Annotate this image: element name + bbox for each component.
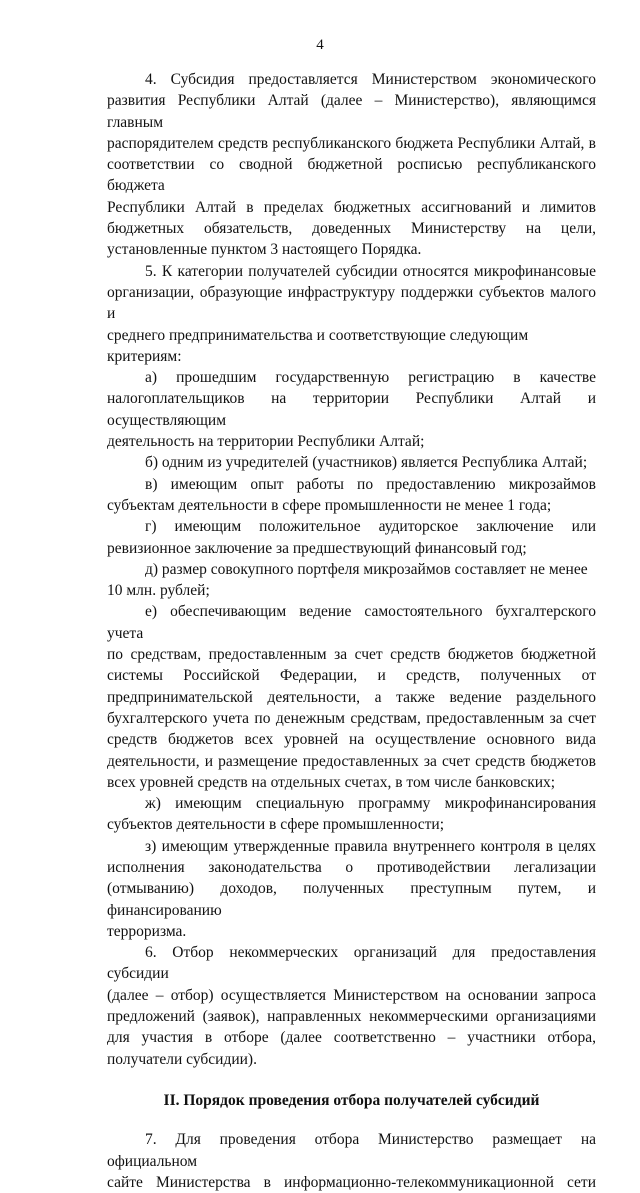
text-line: 6. Отбор некоммерческих организаций для предоставления субсидии [107,944,596,983]
text-line: всех уровней средств на отдельных счетах, в том числе банковских; [107,773,556,791]
text-line: исполнения законодательства о противодействии легализации [107,858,596,876]
text-line: среднего предпринимательства и соответствующие следующим критериям: [107,326,529,365]
text-line: з) имеющим утвержденные правила внутреннего контроля в целях [145,837,596,855]
section-heading: II. Порядок проведения отбора получателей субсидий [163,1091,540,1109]
paragraph-6 [107,942,596,1070]
criterion-g [107,516,596,559]
text-line: предложений (заявок), направленных некоммерческими организациями [107,1008,596,1026]
paragraph-5 [107,261,596,367]
text-line: распорядителем средств республиканского бюджета Республики Алтай, в [107,134,596,152]
text-line: Республики Алтай в пределах бюджетных ассигнований и лимитов [107,198,596,216]
text-line: ревизионное заключение за предшествующий финансовый год; [107,539,527,557]
text-line: г) имеющим положительное аудиторское заключение или [145,518,596,536]
text-line: терроризма. [107,922,187,940]
page-number: 4 [316,37,324,53]
text-line: для участия в отборе (далее соответственно – участники отбора, [107,1029,596,1047]
text-line: 4. Субсидия предоставляется Министерством экономического [145,71,596,88]
text-line: (далее – отбор) осуществляется Министерством на основании запроса [107,986,596,1004]
text-line: по средствам, предоставленным за счет средств бюджетов бюджетной [107,646,596,664]
text-line: установленные пунктом 3 настоящего Порядка. [107,241,422,259]
text-line: д) размер совокупного портфеля микрозаймов составляет не менее [145,560,588,578]
criterion-zh [107,793,596,836]
text-line: бюджетных обязательств, доведенных Министерству на цели, [107,220,596,238]
text-line: средств бюджетов всех уровней на осуществление основного вида [107,731,596,749]
text-line: (отмыванию) доходов, полученных преступным путем, и финансированию [107,880,596,919]
paragraph-4 [107,69,596,261]
criterion-a [107,367,596,452]
text-line: бухгалтерского учета по денежным средствам, предоставленным за счет [107,709,596,727]
text-line: а) прошедшим государственную регистрацию в качестве [145,369,596,387]
criterion-d [107,559,596,602]
criterion-z [107,836,596,942]
text-line: субъектам деятельности в сфере промышленности не менее 1 года; [107,496,552,514]
criterion-v [107,474,596,517]
text-line: развития Республики Алтай (далее – Министерство), являющимся главным [107,92,596,131]
text-line: субъектов деятельности в сфере промышленности; [107,816,445,834]
text-line: ж) имеющим специальную программу микрофинансирования [145,795,596,813]
text-line: предпринимательской деятельности, а также ведение раздельного [107,688,596,706]
text-line: получатели субсидии). [107,1050,257,1068]
text-line: деятельности, и размещение предоставленных за счет средств бюджетов [107,752,596,770]
text-line: е) обеспечивающим ведение самостоятельного бухгалтерского учета [107,603,596,642]
text-line: налогоплательщиков на территории Республики Алтай и осуществляющим [107,390,596,429]
text-line: организации, образующие инфраструктуру поддержки субъектов малого и [107,283,596,323]
paragraph-7 [107,1129,596,1193]
text-line: 10 млн. рублей; [107,582,210,600]
text-line: деятельность на территории Республики Алтай; [107,433,425,451]
document-body [107,69,596,1193]
text-line: 5. К категории получателей субсидии относятся микрофинансовые [145,262,596,280]
criterion-e [107,601,596,793]
text-line: системы Российской Федерации, и средств, полученных от [107,667,596,685]
text-line: 7. Для проведения отбора Министерство размещает на официальном [107,1131,596,1170]
text-line: соответствии со сводной бюджетной росписью республиканского бюджета [107,156,596,195]
text-line: б) одним из учредителей (участников) является Республика Алтай; [145,454,588,472]
text-line: в) имеющим опыт работы по предоставлению микрозаймов [145,475,596,493]
text-line: сайте Министерства в информационно-телекоммуникационной сети [107,1173,596,1191]
criterion-b [107,452,596,473]
